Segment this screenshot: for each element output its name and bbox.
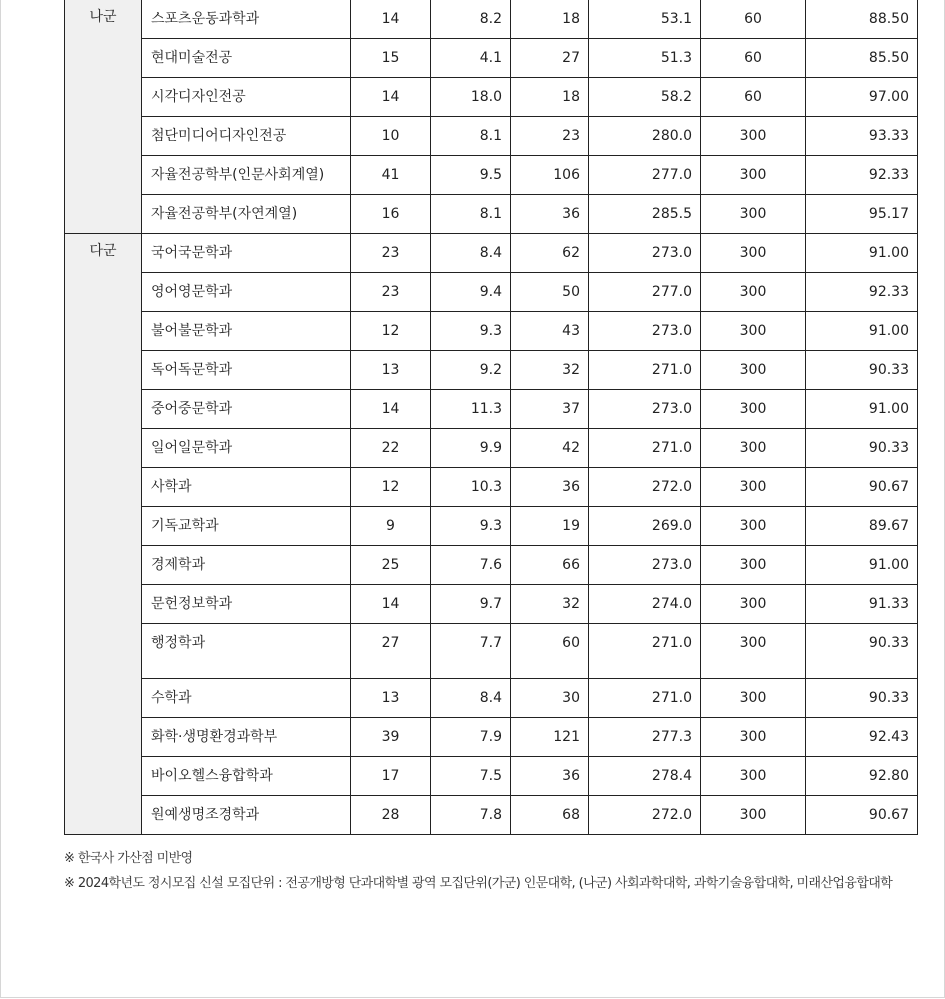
cutoff-score-cell: 272.0	[589, 468, 701, 507]
competition-ratio-cell: 7.9	[431, 718, 511, 757]
table-row	[65, 156, 918, 195]
total-score-cell: 300	[701, 273, 806, 312]
quota-cell: 13	[351, 351, 431, 390]
total-score-cell: 300	[701, 117, 806, 156]
quota-cell: 9	[351, 507, 431, 546]
applicants-cell: 32	[511, 585, 589, 624]
total-score-cell: 300	[701, 546, 806, 585]
cutoff-score-cell: 274.0	[589, 585, 701, 624]
footnotes	[64, 846, 924, 896]
department-cell: 첨단미디어디자인전공	[142, 117, 351, 156]
table-row	[65, 796, 918, 835]
total-score-cell: 300	[701, 312, 806, 351]
percentage-cell: 93.33	[806, 117, 918, 156]
competition-ratio-cell: 7.7	[431, 624, 511, 679]
total-score-cell: 300	[701, 234, 806, 273]
cutoff-score-cell: 273.0	[589, 390, 701, 429]
quota-cell: 41	[351, 156, 431, 195]
table-body	[65, 0, 918, 835]
cutoff-score-cell: 53.1	[589, 0, 701, 39]
cutoff-score-cell: 277.0	[589, 273, 701, 312]
table-row	[65, 679, 918, 718]
applicants-cell: 36	[511, 468, 589, 507]
percentage-cell: 91.00	[806, 312, 918, 351]
quota-cell: 16	[351, 195, 431, 234]
department-cell: 자율전공학부(자연계열)	[142, 195, 351, 234]
percentage-cell: 90.33	[806, 429, 918, 468]
cutoff-score-cell: 278.4	[589, 757, 701, 796]
quota-cell: 13	[351, 679, 431, 718]
table-row	[65, 39, 918, 78]
percentage-cell: 91.00	[806, 234, 918, 273]
cutoff-score-cell: 51.3	[589, 39, 701, 78]
group-label: 다군	[89, 243, 117, 259]
applicants-cell: 42	[511, 429, 589, 468]
department-cell: 원예생명조경학과	[142, 796, 351, 835]
cutoff-score-cell: 273.0	[589, 312, 701, 351]
table-row	[65, 234, 918, 273]
quota-cell: 14	[351, 0, 431, 39]
applicants-cell: 60	[511, 624, 589, 679]
cutoff-score-cell: 271.0	[589, 429, 701, 468]
department-cell: 문헌정보학과	[142, 585, 351, 624]
applicants-cell: 68	[511, 796, 589, 835]
applicants-cell: 121	[511, 718, 589, 757]
quota-cell: 15	[351, 39, 431, 78]
group-cell	[65, 234, 142, 835]
applicants-cell: 23	[511, 117, 589, 156]
quota-cell: 25	[351, 546, 431, 585]
table-row	[65, 757, 918, 796]
group-label: 나군	[89, 9, 117, 25]
applicants-cell: 36	[511, 195, 589, 234]
competition-ratio-cell: 8.2	[431, 0, 511, 39]
competition-ratio-cell: 8.1	[431, 117, 511, 156]
quota-cell: 28	[351, 796, 431, 835]
competition-ratio-cell: 8.1	[431, 195, 511, 234]
percentage-cell: 92.80	[806, 757, 918, 796]
table-row	[65, 429, 918, 468]
competition-ratio-cell: 9.7	[431, 585, 511, 624]
applicants-cell: 66	[511, 546, 589, 585]
table-row	[65, 546, 918, 585]
percentage-cell: 90.67	[806, 468, 918, 507]
percentage-cell: 90.67	[806, 796, 918, 835]
competition-ratio-cell: 4.1	[431, 39, 511, 78]
applicants-cell: 50	[511, 273, 589, 312]
competition-ratio-cell: 11.3	[431, 390, 511, 429]
applicants-cell: 27	[511, 39, 589, 78]
competition-ratio-cell: 9.9	[431, 429, 511, 468]
quota-cell: 39	[351, 718, 431, 757]
percentage-cell: 97.00	[806, 78, 918, 117]
quota-cell: 12	[351, 312, 431, 351]
competition-ratio-cell: 9.2	[431, 351, 511, 390]
table-row	[65, 312, 918, 351]
quota-cell: 23	[351, 273, 431, 312]
applicants-cell: 32	[511, 351, 589, 390]
quota-cell: 23	[351, 234, 431, 273]
quota-cell: 14	[351, 390, 431, 429]
percentage-cell: 91.00	[806, 390, 918, 429]
total-score-cell: 300	[701, 796, 806, 835]
quota-cell: 17	[351, 757, 431, 796]
competition-ratio-cell: 9.4	[431, 273, 511, 312]
total-score-cell: 300	[701, 195, 806, 234]
cutoff-score-cell: 277.3	[589, 718, 701, 757]
applicants-cell: 18	[511, 0, 589, 39]
percentage-cell: 90.33	[806, 679, 918, 718]
department-cell: 경제학과	[142, 546, 351, 585]
applicants-cell: 37	[511, 390, 589, 429]
total-score-cell: 300	[701, 757, 806, 796]
department-cell: 사학과	[142, 468, 351, 507]
department-cell: 수학과	[142, 679, 351, 718]
cutoff-score-cell: 285.5	[589, 195, 701, 234]
department-cell: 화학·생명환경과학부	[142, 718, 351, 757]
cutoff-score-cell: 269.0	[589, 507, 701, 546]
table-row	[65, 117, 918, 156]
total-score-cell: 300	[701, 468, 806, 507]
total-score-cell: 300	[701, 624, 806, 679]
table-row	[65, 351, 918, 390]
table-row	[65, 195, 918, 234]
applicants-cell: 36	[511, 757, 589, 796]
competition-ratio-cell: 10.3	[431, 468, 511, 507]
department-cell: 바이오헬스융합학과	[142, 757, 351, 796]
competition-ratio-cell: 7.5	[431, 757, 511, 796]
percentage-cell: 95.17	[806, 195, 918, 234]
footnote-new-units: ※ 2024학년도 정시모집 신설 모집단위 : 전공개방형 단과대학별 광역 모집단위(가군) 인문대학, (나군) 사회과학대학, 과학기술융합대학, 미래산업융합대학	[64, 876, 893, 891]
total-score-cell: 60	[701, 39, 806, 78]
quota-cell: 12	[351, 468, 431, 507]
total-score-cell: 300	[701, 156, 806, 195]
quota-cell: 10	[351, 117, 431, 156]
footnote-history-bonus: ※ 한국사 가산점 미반영	[64, 851, 193, 866]
total-score-cell: 60	[701, 0, 806, 39]
table-row	[65, 273, 918, 312]
percentage-cell: 92.43	[806, 718, 918, 757]
competition-ratio-cell: 9.3	[431, 507, 511, 546]
competition-ratio-cell: 9.3	[431, 312, 511, 351]
department-cell: 스포츠운동과학과	[142, 0, 351, 39]
cutoff-score-cell: 271.0	[589, 351, 701, 390]
percentage-cell: 89.67	[806, 507, 918, 546]
applicants-cell: 43	[511, 312, 589, 351]
table-row	[65, 468, 918, 507]
cutoff-score-cell: 58.2	[589, 78, 701, 117]
department-cell: 영어영문학과	[142, 273, 351, 312]
table-row	[65, 78, 918, 117]
percentage-cell: 90.33	[806, 624, 918, 679]
table-row	[65, 624, 918, 679]
competition-ratio-cell: 7.6	[431, 546, 511, 585]
cutoff-score-cell: 272.0	[589, 796, 701, 835]
applicants-cell: 62	[511, 234, 589, 273]
department-cell: 일어일문학과	[142, 429, 351, 468]
cutoff-score-cell: 273.0	[589, 546, 701, 585]
applicants-cell: 18	[511, 78, 589, 117]
total-score-cell: 300	[701, 390, 806, 429]
department-cell: 중어중문학과	[142, 390, 351, 429]
applicants-cell: 106	[511, 156, 589, 195]
percentage-cell: 91.33	[806, 585, 918, 624]
table-row	[65, 390, 918, 429]
department-cell: 불어불문학과	[142, 312, 351, 351]
cutoff-score-cell: 273.0	[589, 234, 701, 273]
cutoff-score-cell: 280.0	[589, 117, 701, 156]
total-score-cell: 300	[701, 679, 806, 718]
percentage-cell: 88.50	[806, 0, 918, 39]
competition-ratio-cell: 8.4	[431, 679, 511, 718]
department-cell: 행정학과	[142, 624, 351, 679]
table-row	[65, 718, 918, 757]
competition-ratio-cell: 18.0	[431, 78, 511, 117]
cutoff-score-cell: 271.0	[589, 679, 701, 718]
department-cell: 독어독문학과	[142, 351, 351, 390]
quota-cell: 27	[351, 624, 431, 679]
quota-cell: 22	[351, 429, 431, 468]
department-cell: 시각디자인전공	[142, 78, 351, 117]
department-cell: 현대미술전공	[142, 39, 351, 78]
cutoff-score-cell: 271.0	[589, 624, 701, 679]
quota-cell: 14	[351, 78, 431, 117]
applicants-cell: 19	[511, 507, 589, 546]
percentage-cell: 92.33	[806, 156, 918, 195]
quota-cell: 14	[351, 585, 431, 624]
table-row	[65, 507, 918, 546]
total-score-cell: 300	[701, 718, 806, 757]
percentage-cell: 85.50	[806, 39, 918, 78]
department-cell: 국어국문학과	[142, 234, 351, 273]
total-score-cell: 60	[701, 78, 806, 117]
department-cell: 자율전공학부(인문사회계열)	[142, 156, 351, 195]
percentage-cell: 92.33	[806, 273, 918, 312]
competition-ratio-cell: 8.4	[431, 234, 511, 273]
total-score-cell: 300	[701, 585, 806, 624]
percentage-cell: 91.00	[806, 546, 918, 585]
group-cell	[65, 0, 142, 234]
total-score-cell: 300	[701, 351, 806, 390]
total-score-cell: 300	[701, 507, 806, 546]
cutoff-score-cell: 277.0	[589, 156, 701, 195]
competition-ratio-cell: 9.5	[431, 156, 511, 195]
admission-results-table	[64, 0, 918, 835]
total-score-cell: 300	[701, 429, 806, 468]
department-cell: 기독교학과	[142, 507, 351, 546]
table-row	[65, 0, 918, 39]
table-row	[65, 585, 918, 624]
percentage-cell: 90.33	[806, 351, 918, 390]
applicants-cell: 30	[511, 679, 589, 718]
competition-ratio-cell: 7.8	[431, 796, 511, 835]
